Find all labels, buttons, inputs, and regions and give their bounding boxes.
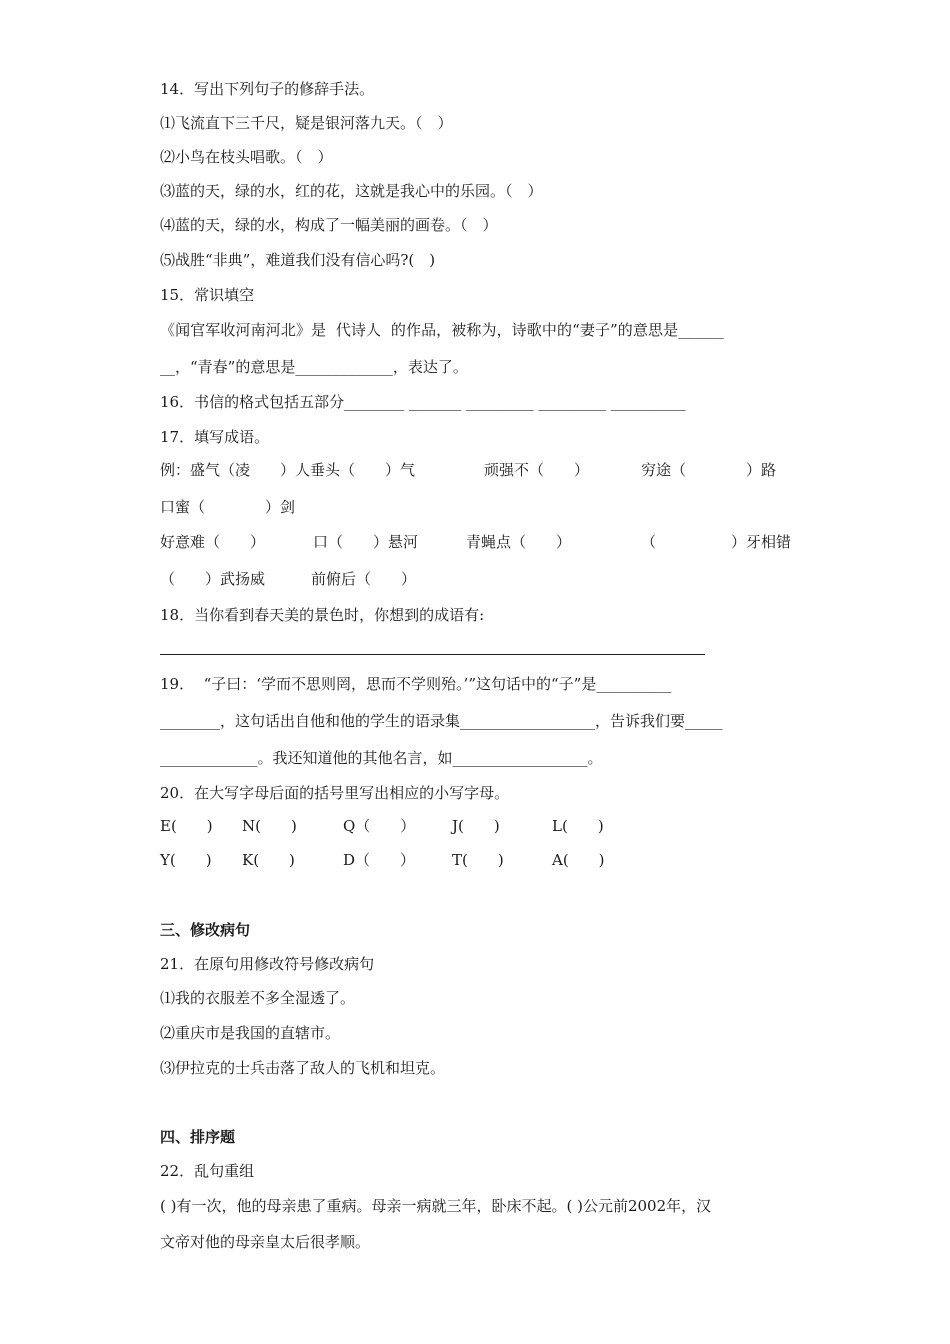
q19-line-1: 19． “子曰：‘学而不思则罔，思而不学则殆。’”这句话中的“子”是__________ bbox=[160, 675, 672, 693]
section-3-heading: 三、修改病句 bbox=[160, 921, 251, 939]
q17-row1-c: 穷途（ ）路 bbox=[641, 461, 777, 479]
q20-row1-L: L( ) bbox=[552, 817, 604, 835]
q14-title: 14．写出下列句子的修辞手法。 bbox=[160, 80, 375, 98]
q17-row3-d: （ ）牙相错 bbox=[641, 533, 792, 551]
q20-row1-Q: Q（ ） bbox=[343, 817, 416, 835]
q15-line-1: 《闻官军收河南河北》是 代诗人 的作品，被称为，诗歌中的“妻子”的意思是______ bbox=[160, 321, 724, 339]
q17-row4-b: 前俯后（ ） bbox=[311, 570, 417, 588]
q21-item-3: ⑶伊拉克的士兵击落了敌人的飞机和坦克。 bbox=[160, 1059, 446, 1077]
q20-row1-N: N( ) bbox=[242, 817, 297, 835]
q22-line-1: ( )有一次，他的母亲患了重病。母亲一病就三年，卧床不起。( )公元前2002年，汉 bbox=[160, 1197, 712, 1215]
q20-title: 20．在大写字母后面的括号里写出相应的小写字母。 bbox=[160, 784, 510, 802]
q20-row2-A: A( ) bbox=[552, 851, 605, 869]
q17-title: 17．填写成语。 bbox=[160, 428, 270, 446]
q17-row4-a: （ ）武扬威 bbox=[160, 570, 266, 588]
q20-row1-J: J( ) bbox=[452, 817, 500, 835]
q19-line-3: _____________。我还知道他的其他名言，如__________________。 bbox=[160, 749, 603, 767]
q20-row2-Y: Y( ) bbox=[160, 851, 212, 869]
q17-row2: 口蜜（ ）剑 bbox=[160, 498, 296, 516]
q19-line-2: ________，这句话出自他和他的学生的语录集__________________，告诉我们要_____ bbox=[160, 712, 723, 730]
q21-item-1: ⑴我的衣服差不多全湿透了。 bbox=[160, 989, 356, 1007]
q20-row1-E: E( ) bbox=[160, 817, 213, 835]
q22-line-2: 文帝对他的母亲皇太后很孝顺。 bbox=[160, 1233, 371, 1251]
q20-row2-T: T( ) bbox=[452, 851, 504, 869]
q14-item-5: ⑸战胜“非典”，难道我们没有信心吗?( ) bbox=[160, 251, 436, 269]
q14-item-2: ⑵小鸟在枝头唱歌。（ ） bbox=[160, 148, 333, 166]
q15-title: 15．常识填空 bbox=[160, 286, 255, 304]
q14-item-4: ⑷蓝的天，绿的水，构成了一幅美丽的画卷。（ ） bbox=[160, 216, 498, 234]
q17-row3-c: 青蝇点（ ） bbox=[466, 533, 572, 551]
q21-title: 21．在原句用修改符号修改病句 bbox=[160, 955, 375, 973]
q15-line-2: __，“青春”的意思是_____________，表达了。 bbox=[160, 358, 468, 376]
q22-title: 22．乱句重组 bbox=[160, 1162, 255, 1180]
q14-item-3: ⑶蓝的天，绿的水，红的花，这就是我心中的乐园。（ ） bbox=[160, 182, 543, 200]
question-16: 16．书信的格式包括五部分________ _______ _________ _________ __________ bbox=[160, 393, 686, 411]
q18-answer-line bbox=[160, 654, 705, 655]
q14-item-1: ⑴飞流直下三千尺，疑是银河落九天。（ ） bbox=[160, 114, 453, 132]
q20-row2-K: K( ) bbox=[242, 851, 295, 869]
section-4-heading: 四、排序题 bbox=[160, 1128, 236, 1146]
q17-row3-a: 好意难（ ） bbox=[160, 533, 266, 551]
q17-row3-b: 口（ ）悬河 bbox=[313, 533, 419, 551]
q20-row2-D: D（ ） bbox=[343, 851, 416, 869]
q17-row1-a: 例：盛气（凌 ）人垂头（ ）气 bbox=[160, 461, 416, 479]
q21-item-2: ⑵重庆市是我国的直辖市。 bbox=[160, 1024, 341, 1042]
q17-row1-b: 顽强不（ ） bbox=[484, 461, 590, 479]
question-18: 18．当你看到春天美的景色时，你想到的成语有: bbox=[160, 606, 485, 624]
